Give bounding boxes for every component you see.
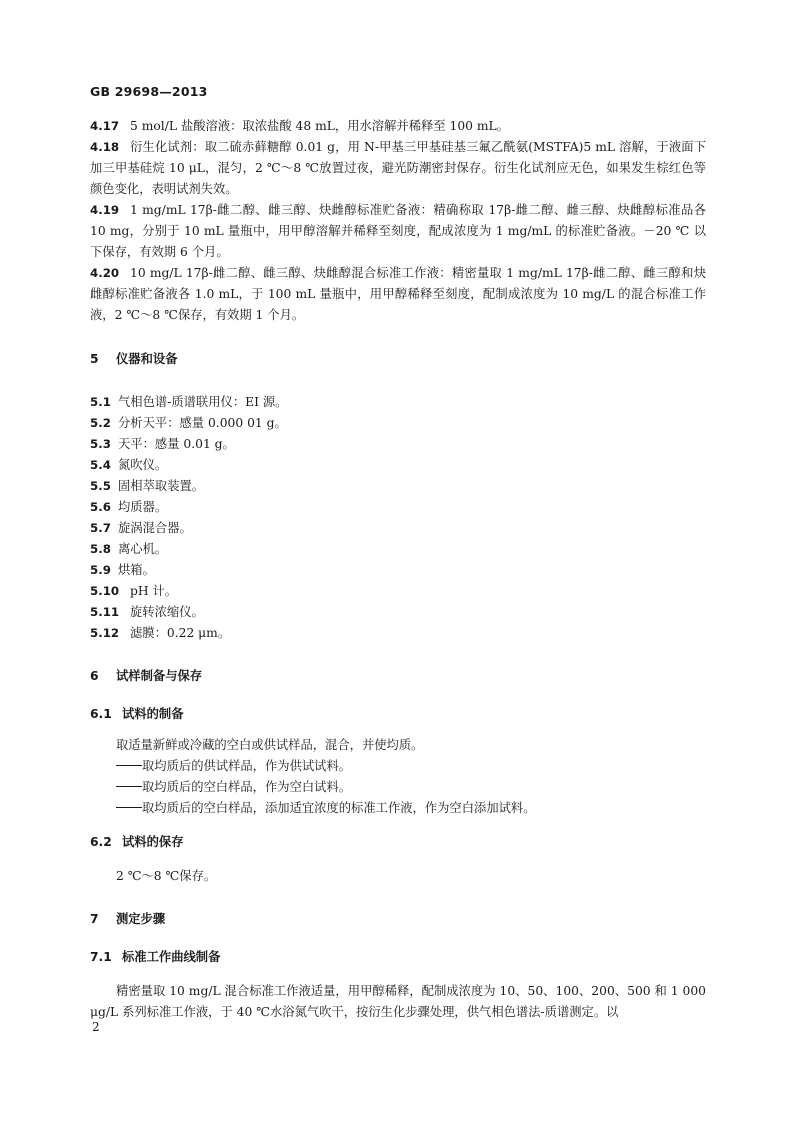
equipment-item: 5.7 旋涡混合器。: [90, 521, 192, 535]
equipment-item: 5.12 滤膜：0.22 μm。: [90, 626, 231, 640]
equipment-item: 5.6 均质器。: [90, 500, 168, 514]
equipment-item: 5.10 pH 计。: [90, 584, 178, 598]
section-7-1-heading: 7.1 标准工作曲线制备: [90, 950, 221, 964]
section-6-2-heading: 6.2 试料的保存: [90, 835, 184, 849]
section-6-heading: 6 试样制备与保存: [90, 669, 203, 683]
sample-prep-bullet: 取均质后的空白样品，作为空白试料。: [90, 777, 706, 798]
equipment-item: 5.2 分析天平：感量 0.000 01 g。: [90, 416, 287, 430]
sample-prep-intro: 取适量新鲜或冷藏的空白或供试样品，混合，并使均质。: [116, 738, 424, 752]
section-7-heading: 7 测定步骤: [90, 912, 166, 926]
equipment-item: 5.4 氮吹仪。: [90, 458, 168, 472]
dash-mark: [116, 765, 142, 766]
sample-prep-bullet: 取均质后的供试样品，作为供试试料。: [90, 756, 706, 777]
equipment-item: 5.9 烘箱。: [90, 563, 155, 577]
equipment-item: 5.1 气相色谱-质谱联用仪：EI 源。: [90, 395, 288, 409]
dash-mark: [116, 807, 142, 808]
section-5-heading: 5 仪器和设备: [90, 352, 178, 366]
equipment-list: [90, 392, 706, 644]
document-header: GB 29698—2013: [90, 84, 208, 99]
equipment-item: 5.5 固相萃取装置。: [90, 479, 205, 493]
equipment-item: 5.11 旋转浓缩仪。: [90, 605, 204, 619]
sample-storage-text: 2 ℃～8 ℃保存。: [116, 869, 217, 883]
equipment-item: 5.8 离心机。: [90, 542, 168, 556]
section-6-1-heading: 6.1 试料的制备: [90, 707, 184, 721]
dash-mark: [116, 786, 142, 787]
document-body: [90, 116, 706, 1023]
calibration-text: 精密量取 10 mg/L 混合标准工作液适量，用甲醇稀释，配制成浓度为 10、50、100、200、500 和 1 000 μg/L 系列标准工作液，于 40 ℃水浴氮气吹干，按衍生化步骤处理，供气相色谱法-质谱测定。以: [90, 984, 706, 1019]
reagent-4-18: 4.18 衍生化试剂：取二硫赤藓糖醇 0.01 g，用 N-甲基三甲基硅基三氟乙酰氨(MSTFA)5 mL 溶解，于液面下加三甲基硅烷 10 μL，混匀，2 ℃～8 ℃放置过夜，避光防潮密封保存。衍生化试剂应无色，如果发生棕红色等颜色变化，表明试剂失效。: [90, 140, 706, 196]
reagent-4-20: 4.20 10 mg/L 17β-雌二醇、雌三醇、炔雌醇混合标准工作液：精密量取 1 mg/mL 17β-雌二醇、雌三醇和炔雌醇标准贮备液各 1.0 mL，于 100 mL 量瓶中，用甲醇稀释至刻度，配制成浓度为 10 mg/L 的混合标准工作液，2 ℃～8 ℃保存，有效期 1 个月。: [90, 266, 706, 322]
sample-prep-bullet: 取均质后的空白样品，添加适宜浓度的标准工作液，作为空白添加试料。: [90, 798, 706, 819]
reagent-4-19: 4.19 1 mg/mL 17β-雌二醇、雌三醇、炔雌醇标准贮备液：精确称取 17β-雌二醇、雌三醇、炔雌醇标准品各 10 mg，分别于 10 mL 量瓶中，用甲醇溶解并稀释至刻度，配成浓度为 1 mg/mL 的标准贮备液。－20 ℃ 以下保存，有效期 6 个月。: [90, 203, 706, 259]
reagent-4-17: 4.17 5 mol/L 盐酸溶液：取浓盐酸 48 mL，用水溶解并稀释至 100 mL。: [90, 119, 509, 133]
page-number: 2: [92, 1020, 100, 1034]
equipment-item: 5.3 天平：感量 0.01 g。: [90, 437, 235, 451]
